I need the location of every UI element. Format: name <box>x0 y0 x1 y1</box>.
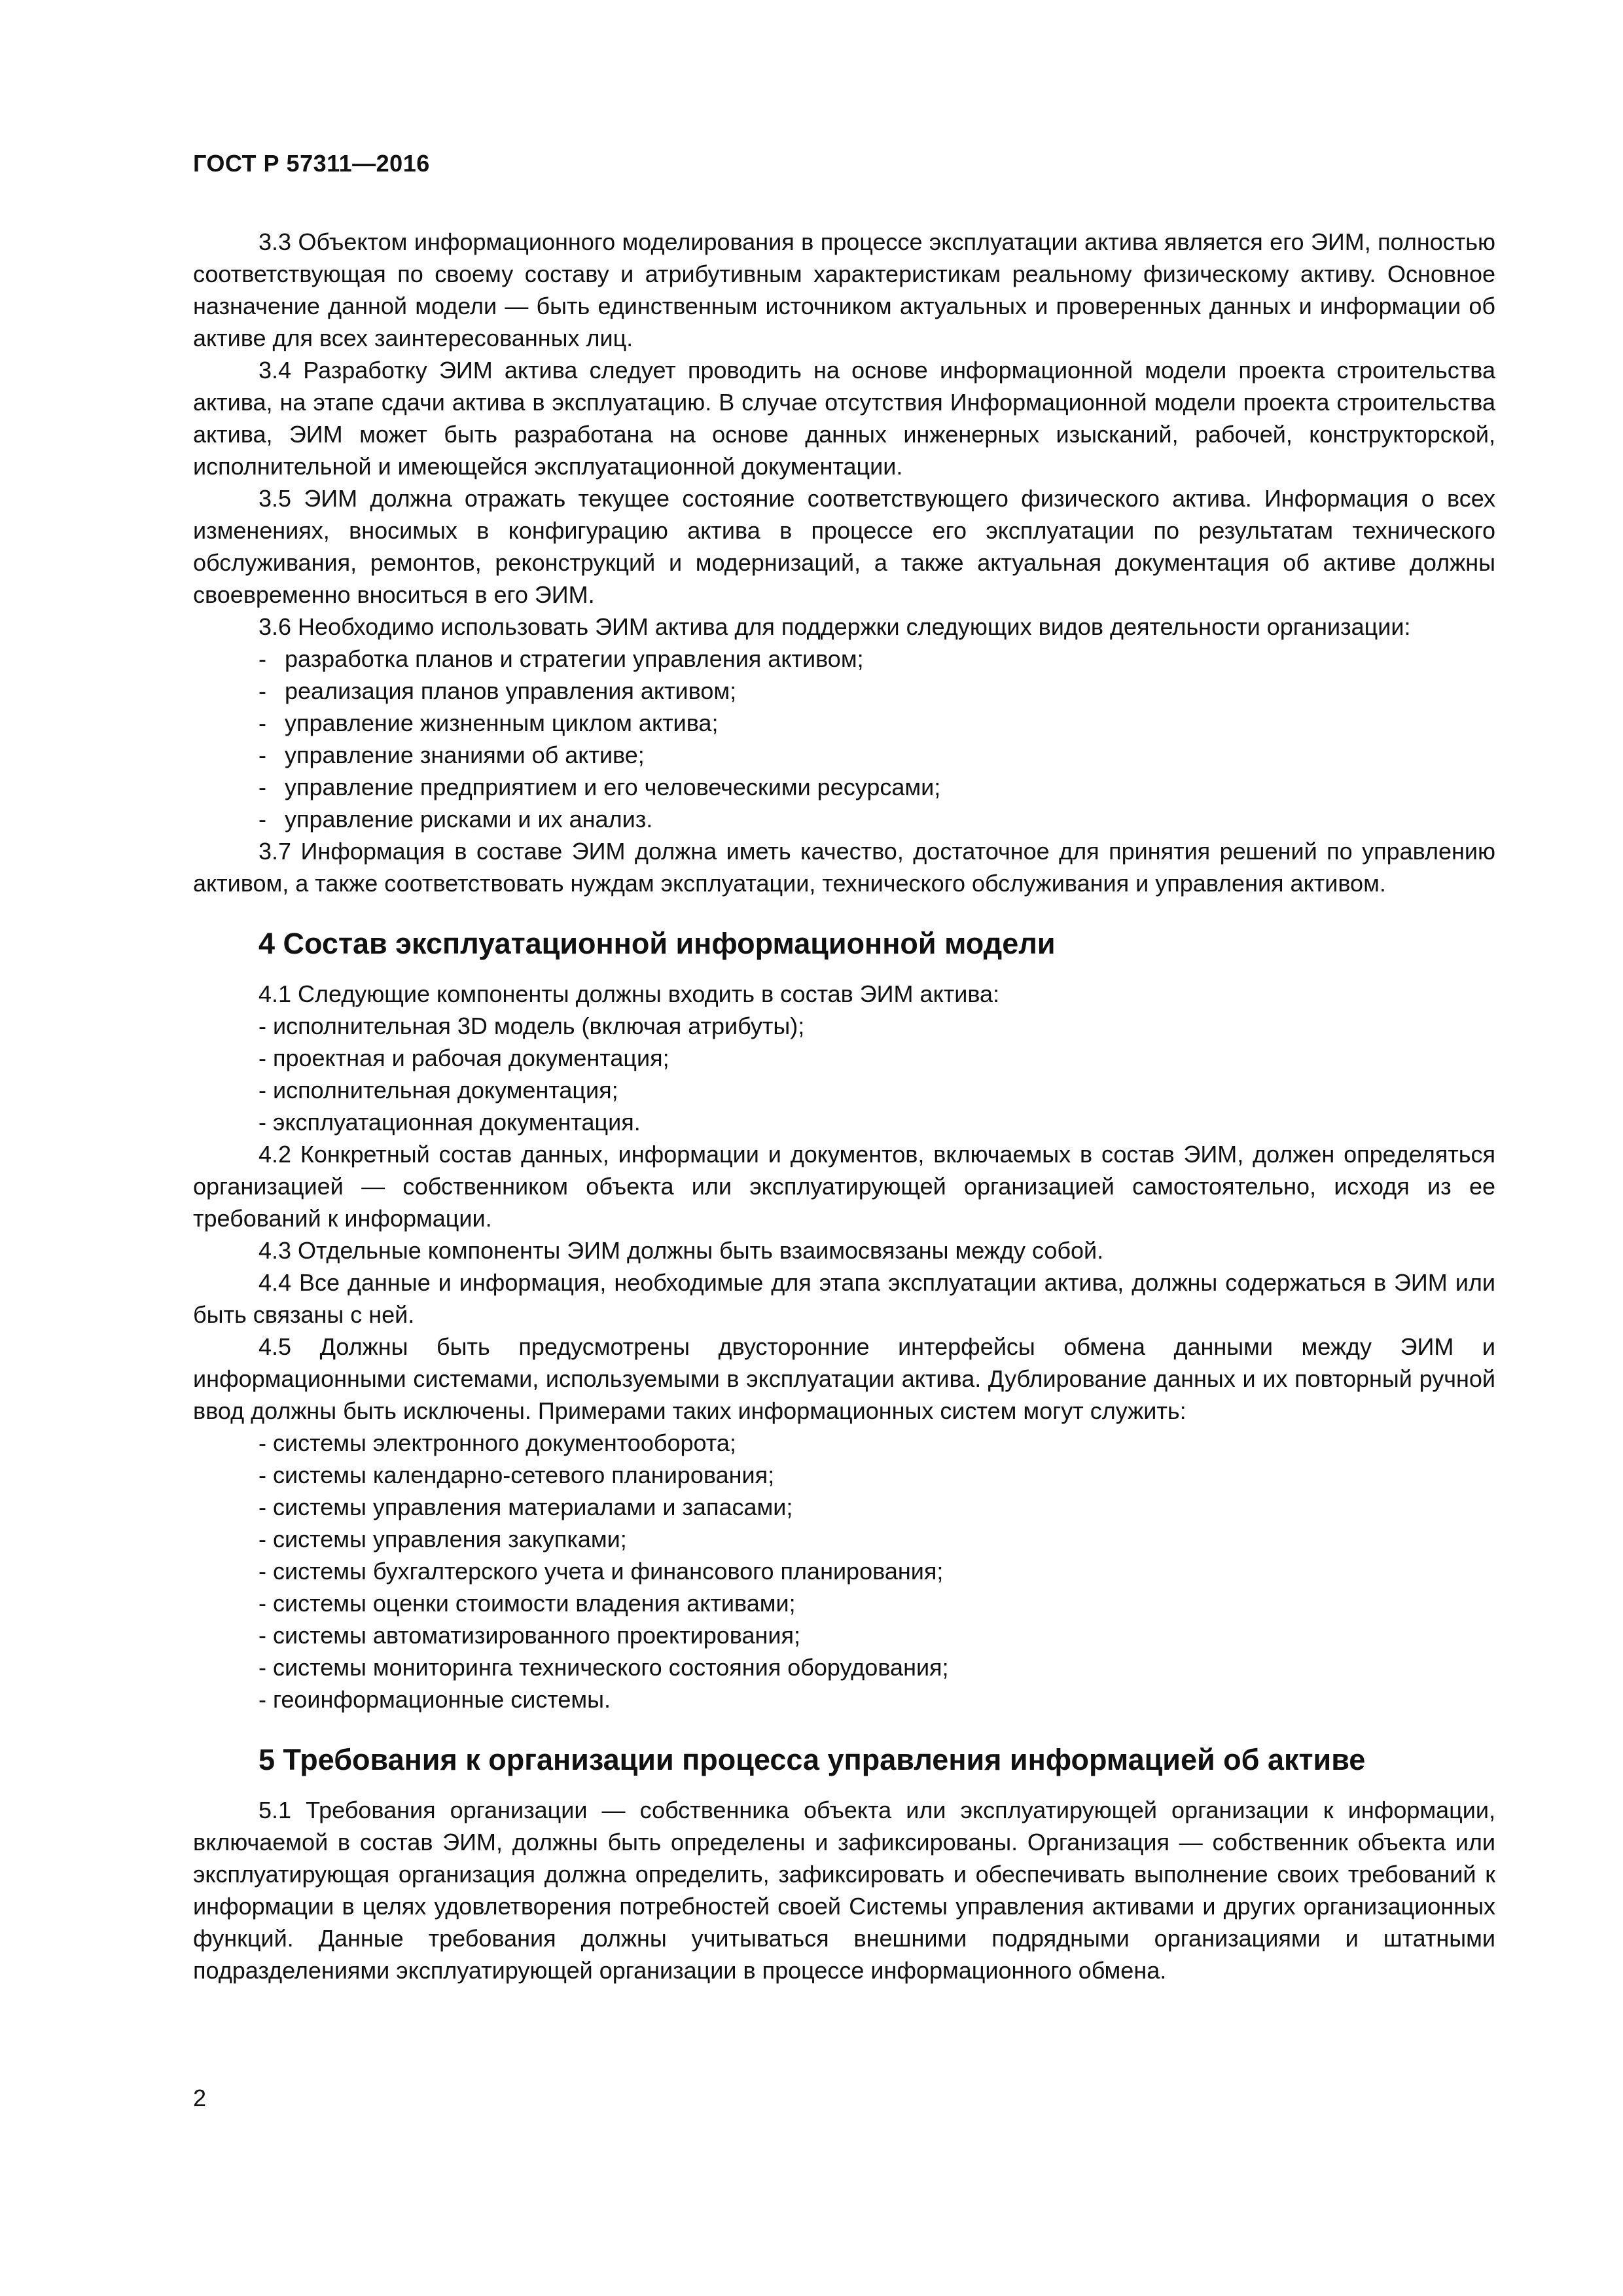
list-item: - системы автоматизированного проектирования; <box>259 1622 801 1649</box>
list-item-text: проектная и рабочая документация; <box>273 1045 669 1071</box>
list-4-5 <box>193 1427 1495 1715</box>
list-item-text: эксплуатационная документация. <box>273 1109 641 1136</box>
list-item: - разработка планов и стратегии управления активом; <box>259 645 864 672</box>
list-item: - исполнительная 3D модель (включая атрибуты); <box>259 1013 805 1039</box>
list-item-text: исполнительная 3D модель (включая атрибуты); <box>273 1013 805 1039</box>
list-item: - исполнительная документация; <box>259 1077 618 1103</box>
list-item: - геоинформационные системы. <box>259 1686 611 1713</box>
list-item-text: геоинформационные системы. <box>273 1686 611 1713</box>
list-item: - проектная и рабочая документация; <box>259 1045 669 1071</box>
section-4-heading: 4 Состав эксплуатационной информационной модели <box>259 927 1056 960</box>
paragraph-5-1: 5.1 Требования организации — собственника объекта или эксплуатирующей организации к информации, включаемой в состав ЭИМ, должны быть определены и зафиксированы. Организация — собственник объекта или эксплуатирующая организация должна определить, зафиксировать и обеспечивать выполнение своих требований к информации в целях удовлетворения потребностей своей Системы управления активами и других организационных функций. Данные требования должны учитываться внешними подрядными организациями и штатными подразделениями эксплуатирующей организации в процессе информационного обмена. <box>193 1797 1495 1984</box>
paragraph-3-6: 3.6 Необходимо использовать ЭИМ актива для поддержки следующих видов деятельности организации: <box>259 613 1411 640</box>
list-item: - системы бухгалтерского учета и финансового планирования; <box>259 1558 944 1585</box>
paragraph-3-3: 3.3 Объектом информационного моделирования в процессе эксплуатации актива является его ЭИМ, полностью соответствующая по своему составу и атрибутивным характеристикам реальному физическому активу. Основное назначение данной модели — быть единственным источником актуальных и проверенных данных и информации об активе для всех заинтересованных лиц. <box>193 228 1495 351</box>
list-item: - эксплуатационная документация. <box>259 1109 641 1136</box>
list-item: - системы управления материалами и запасами; <box>259 1494 793 1520</box>
list-item-text: системы мониторинга технического состояния оборудования; <box>273 1654 949 1681</box>
list-item-text: системы календарно-сетевого планирования; <box>273 1462 775 1488</box>
list-item-text: системы управления закупками; <box>273 1526 627 1552</box>
list-item: - управление предприятием и его человеческими ресурсами; <box>259 774 941 800</box>
list-item-text: управление жизненным циклом актива; <box>285 709 719 736</box>
list-item: - системы мониторинга технического состояния оборудования; <box>259 1654 949 1681</box>
list-3-6 <box>193 643 1495 835</box>
list-item-text: системы управления материалами и запасами; <box>273 1494 793 1520</box>
document-body <box>193 226 1495 1986</box>
list-item-text: исполнительная документация; <box>273 1077 618 1103</box>
paragraph-4-1: 4.1 Следующие компоненты должны входить в состав ЭИМ актива: <box>259 980 1000 1007</box>
list-item: - системы управления закупками; <box>259 1526 627 1552</box>
document-code-header: ГОСТ Р 57311—2016 <box>193 150 430 177</box>
list-item: - системы календарно-сетевого планирования; <box>259 1462 775 1488</box>
list-item-text: управление предприятием и его человеческими ресурсами; <box>285 774 941 800</box>
paragraph-4-5: 4.5 Должны быть предусмотрены двусторонние интерфейсы обмена данными между ЭИМ и информационными системами, используемыми в эксплуатации актива. Дублирование данных и их повторный ручной ввод должны быть исключены. Примерами таких информационных систем могут служить: <box>193 1333 1495 1424</box>
paragraph-4-4: 4.4 Все данные и информация, необходимые для этапа эксплуатации актива, должны содержаться в ЭИМ или быть связаны с ней. <box>193 1269 1495 1328</box>
paragraph-3-7: 3.7 Информация в составе ЭИМ должна иметь качество, достаточное для принятия решений по управлению активом, а также соответствовать нуждам эксплуатации, технического обслуживания и управления активом. <box>193 838 1495 897</box>
list-item-text: реализация планов управления активом; <box>285 677 737 704</box>
paragraph-4-2: 4.2 Конкретный состав данных, информации и документов, включаемых в состав ЭИМ, должен определяться организацией — собственником объекта или эксплуатирующей организацией самостоятельно, исходя из ее требований к информации. <box>193 1141 1495 1232</box>
section-5-heading: 5 Требования к организации процесса управления информацией об активе <box>259 1743 1366 1776</box>
list-item-text: управление рисками и их анализ. <box>285 806 653 833</box>
paragraph-4-3: 4.3 Отдельные компоненты ЭИМ должны быть взаимосвязаны между собой. <box>259 1237 1104 1264</box>
list-item: - реализация планов управления активом; <box>259 677 737 704</box>
list-item-text: разработка планов и стратегии управления активом; <box>285 645 864 672</box>
list-4-1 <box>193 1010 1495 1138</box>
list-item: - управление знаниями об активе; <box>259 742 645 768</box>
paragraph-3-4: 3.4 Разработку ЭИМ актива следует проводить на основе информационной модели проекта строительства актива, на этапе сдачи актива в эксплуатацию. В случае отсутствия Информационной модели проекта строительства актива, ЭИМ может быть разработана на основе данных инженерных изысканий, рабочей, конструкторской, исполнительной и имеющейся эксплуатационной документации. <box>193 357 1495 480</box>
paragraph-3-5: 3.5 ЭИМ должна отражать текущее состояние соответствующего физического актива. Информация о всех изменениях, вносимых в конфигурацию актива в процессе его эксплуатации по результатам технического обслуживания, ремонтов, реконструкций и модернизаций, а также актуальная документация об активе должны своевременно вноситься в его ЭИМ. <box>193 485 1495 608</box>
list-item-text: системы оценки стоимости владения активами; <box>273 1590 796 1617</box>
list-item: - управление жизненным циклом актива; <box>259 709 719 736</box>
list-item-text: системы автоматизированного проектирования; <box>273 1622 801 1649</box>
list-item-text: управление знаниями об активе; <box>285 742 645 768</box>
list-item: - управление рисками и их анализ. <box>259 806 653 833</box>
list-item: - системы электронного документооборота; <box>259 1429 736 1456</box>
list-item: - системы оценки стоимости владения активами; <box>259 1590 796 1617</box>
list-item-text: системы бухгалтерского учета и финансового планирования; <box>273 1558 944 1585</box>
list-item-text: системы электронного документооборота; <box>273 1429 736 1456</box>
page-number: 2 <box>193 2085 207 2111</box>
